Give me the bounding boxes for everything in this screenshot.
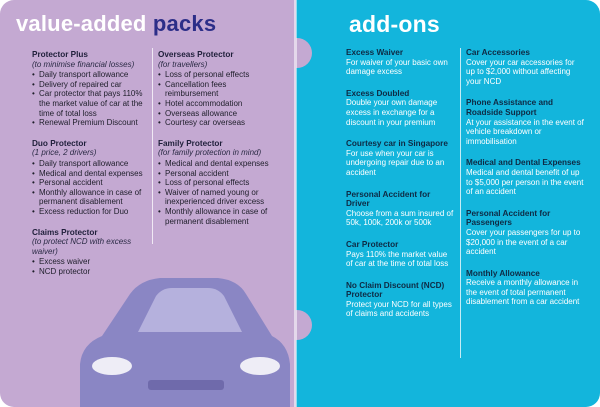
addon-title: Courtesy car in Singapore [346,139,448,149]
addons-column-1 [346,48,456,331]
list-item: • Excess reduction for Duo [32,207,150,217]
list-item: • Courtesy car overseas [158,118,278,128]
addons-heading: add-ons [349,11,440,37]
packs-heading-accent: packs [152,11,217,36]
pack-subtitle: (to protect NCD with excess waiver) [32,237,132,256]
list-item: • Daily transport allowance [32,159,150,169]
addon-medical-dental [466,158,584,196]
addon-personal-accident-driver [346,190,456,228]
list-item: • Car protector that pays 110% the market value of car at the time of total loss [32,89,150,118]
addon-title: Car Protector [346,239,399,249]
list-item: • Cancellation fees reimbursement [158,80,278,99]
pack-overseas-protector [158,50,278,128]
list-item: • NCD protector [32,267,150,277]
addon-car-accessories [466,48,584,86]
addon-title: Personal Accident for Driver [346,189,431,209]
addon-description: For waiver of your basic own damage excess [346,57,448,77]
addon-monthly-allowance [466,269,584,307]
addon-description: Cover your car accessories for up to $2,000 without affecting your NCD [466,57,575,86]
list-item: • Personal accident [32,178,150,188]
pack-title: Duo Protector [32,138,87,148]
list-item: • Loss of personal effects [158,178,278,188]
addon-title: Personal Accident for Passengers [466,208,551,228]
addon-title: Excess Waiver [346,48,404,57]
addon-excess-waiver [346,48,456,77]
pack-benefits-list [32,70,150,128]
packs-column-2 [158,50,278,237]
packs-heading [16,11,216,37]
pack-duo-protector [32,139,150,217]
pack-subtitle: (1 price, 2 drivers) [32,148,97,158]
list-item: • Monthly allowance in case of permanent disablement [32,188,150,207]
list-item: • Loss of personal effects [158,70,278,80]
pack-protector-plus [32,50,150,128]
addon-excess-doubled [346,89,456,127]
addon-title: Monthly Allowance [466,268,540,278]
car-illustration-icon [60,272,290,407]
addon-car-protector [346,240,456,269]
addon-description: For use when your car is undergoing repair due to an accident [346,148,445,177]
pack-benefits-list [32,159,150,217]
packs-heading-main: value-added [16,11,147,36]
list-item: • Excess waiver [32,257,150,267]
puzzle-tab-bottom [282,310,312,340]
addon-description: Protect your NCD for all types of claims and accidents [346,299,452,319]
list-item: • Medical and dental expenses [158,159,278,169]
addon-description: At your assistance in the event of vehicle breakdown or immobilisation [466,117,584,146]
list-item: • Waiver of named young or inexperienced driver excess [158,188,278,207]
addon-description: Cover your passengers for up to $20,000 in the event of a car accident [466,227,581,257]
pack-benefits-list [158,70,278,128]
addon-courtesy-car [346,139,456,177]
pack-title: Family Protector [158,138,223,148]
addon-title: No Claim Discount (NCD) Protector [346,280,445,300]
list-item: • Personal accident [158,169,278,179]
pack-benefits-list [158,159,278,226]
addon-description: Choose from a sum insured of 50k, 100k, 200k or 500k [346,208,454,228]
addon-personal-accident-passengers [466,209,584,257]
pack-subtitle: (for travellers) [158,59,208,69]
pack-claims-protector [32,228,150,277]
addon-title: Medical and Dental Expenses [466,158,581,168]
packs-column-divider [152,48,153,244]
addon-description: Medical and dental benefit of up to $5,000 per person in the event of an accident [466,167,584,197]
list-item: • Delivery of repaired car [32,80,150,90]
list-item: • Overseas allowance [158,109,278,119]
panel-seam [294,0,297,407]
addons-column-divider [460,48,461,358]
addon-phone-assistance [466,98,584,146]
list-item: • Renewal Premium Discount [32,118,150,128]
addons-column-2 [466,48,584,319]
pack-title: Protector Plus [32,50,88,59]
list-item: • Daily transport allowance [32,70,150,80]
pack-title: Claims Protector [32,227,98,237]
addon-description: Receive a monthly allowance in the event of total permanent disablement from a car accident [466,278,580,307]
addon-title: Car Accessories [466,48,530,57]
pack-subtitle: (for family protection in mind) [158,148,262,158]
pack-subtitle: (to minimise financial losses) [32,59,135,69]
pack-title: Overseas Protector [158,50,234,59]
addon-ncd-protector [346,281,456,319]
list-item: • Medical and dental expenses [32,169,150,179]
list-item: • Monthly allowance in case of permanent disablement [158,207,278,226]
addon-description: Pays 110% the market value of car at the time of total loss [346,249,449,269]
puzzle-tab-top [282,38,312,68]
addon-title: Phone Assistance and Roadside Support [466,98,554,117]
addon-description: Double your own damage excess in exchange for a discount in your premium [346,98,438,127]
addon-title: Excess Doubled [346,88,410,98]
list-item: • Hotel accommodation [158,99,278,109]
packs-column-1 [32,50,150,287]
pack-family-protector [158,139,278,226]
